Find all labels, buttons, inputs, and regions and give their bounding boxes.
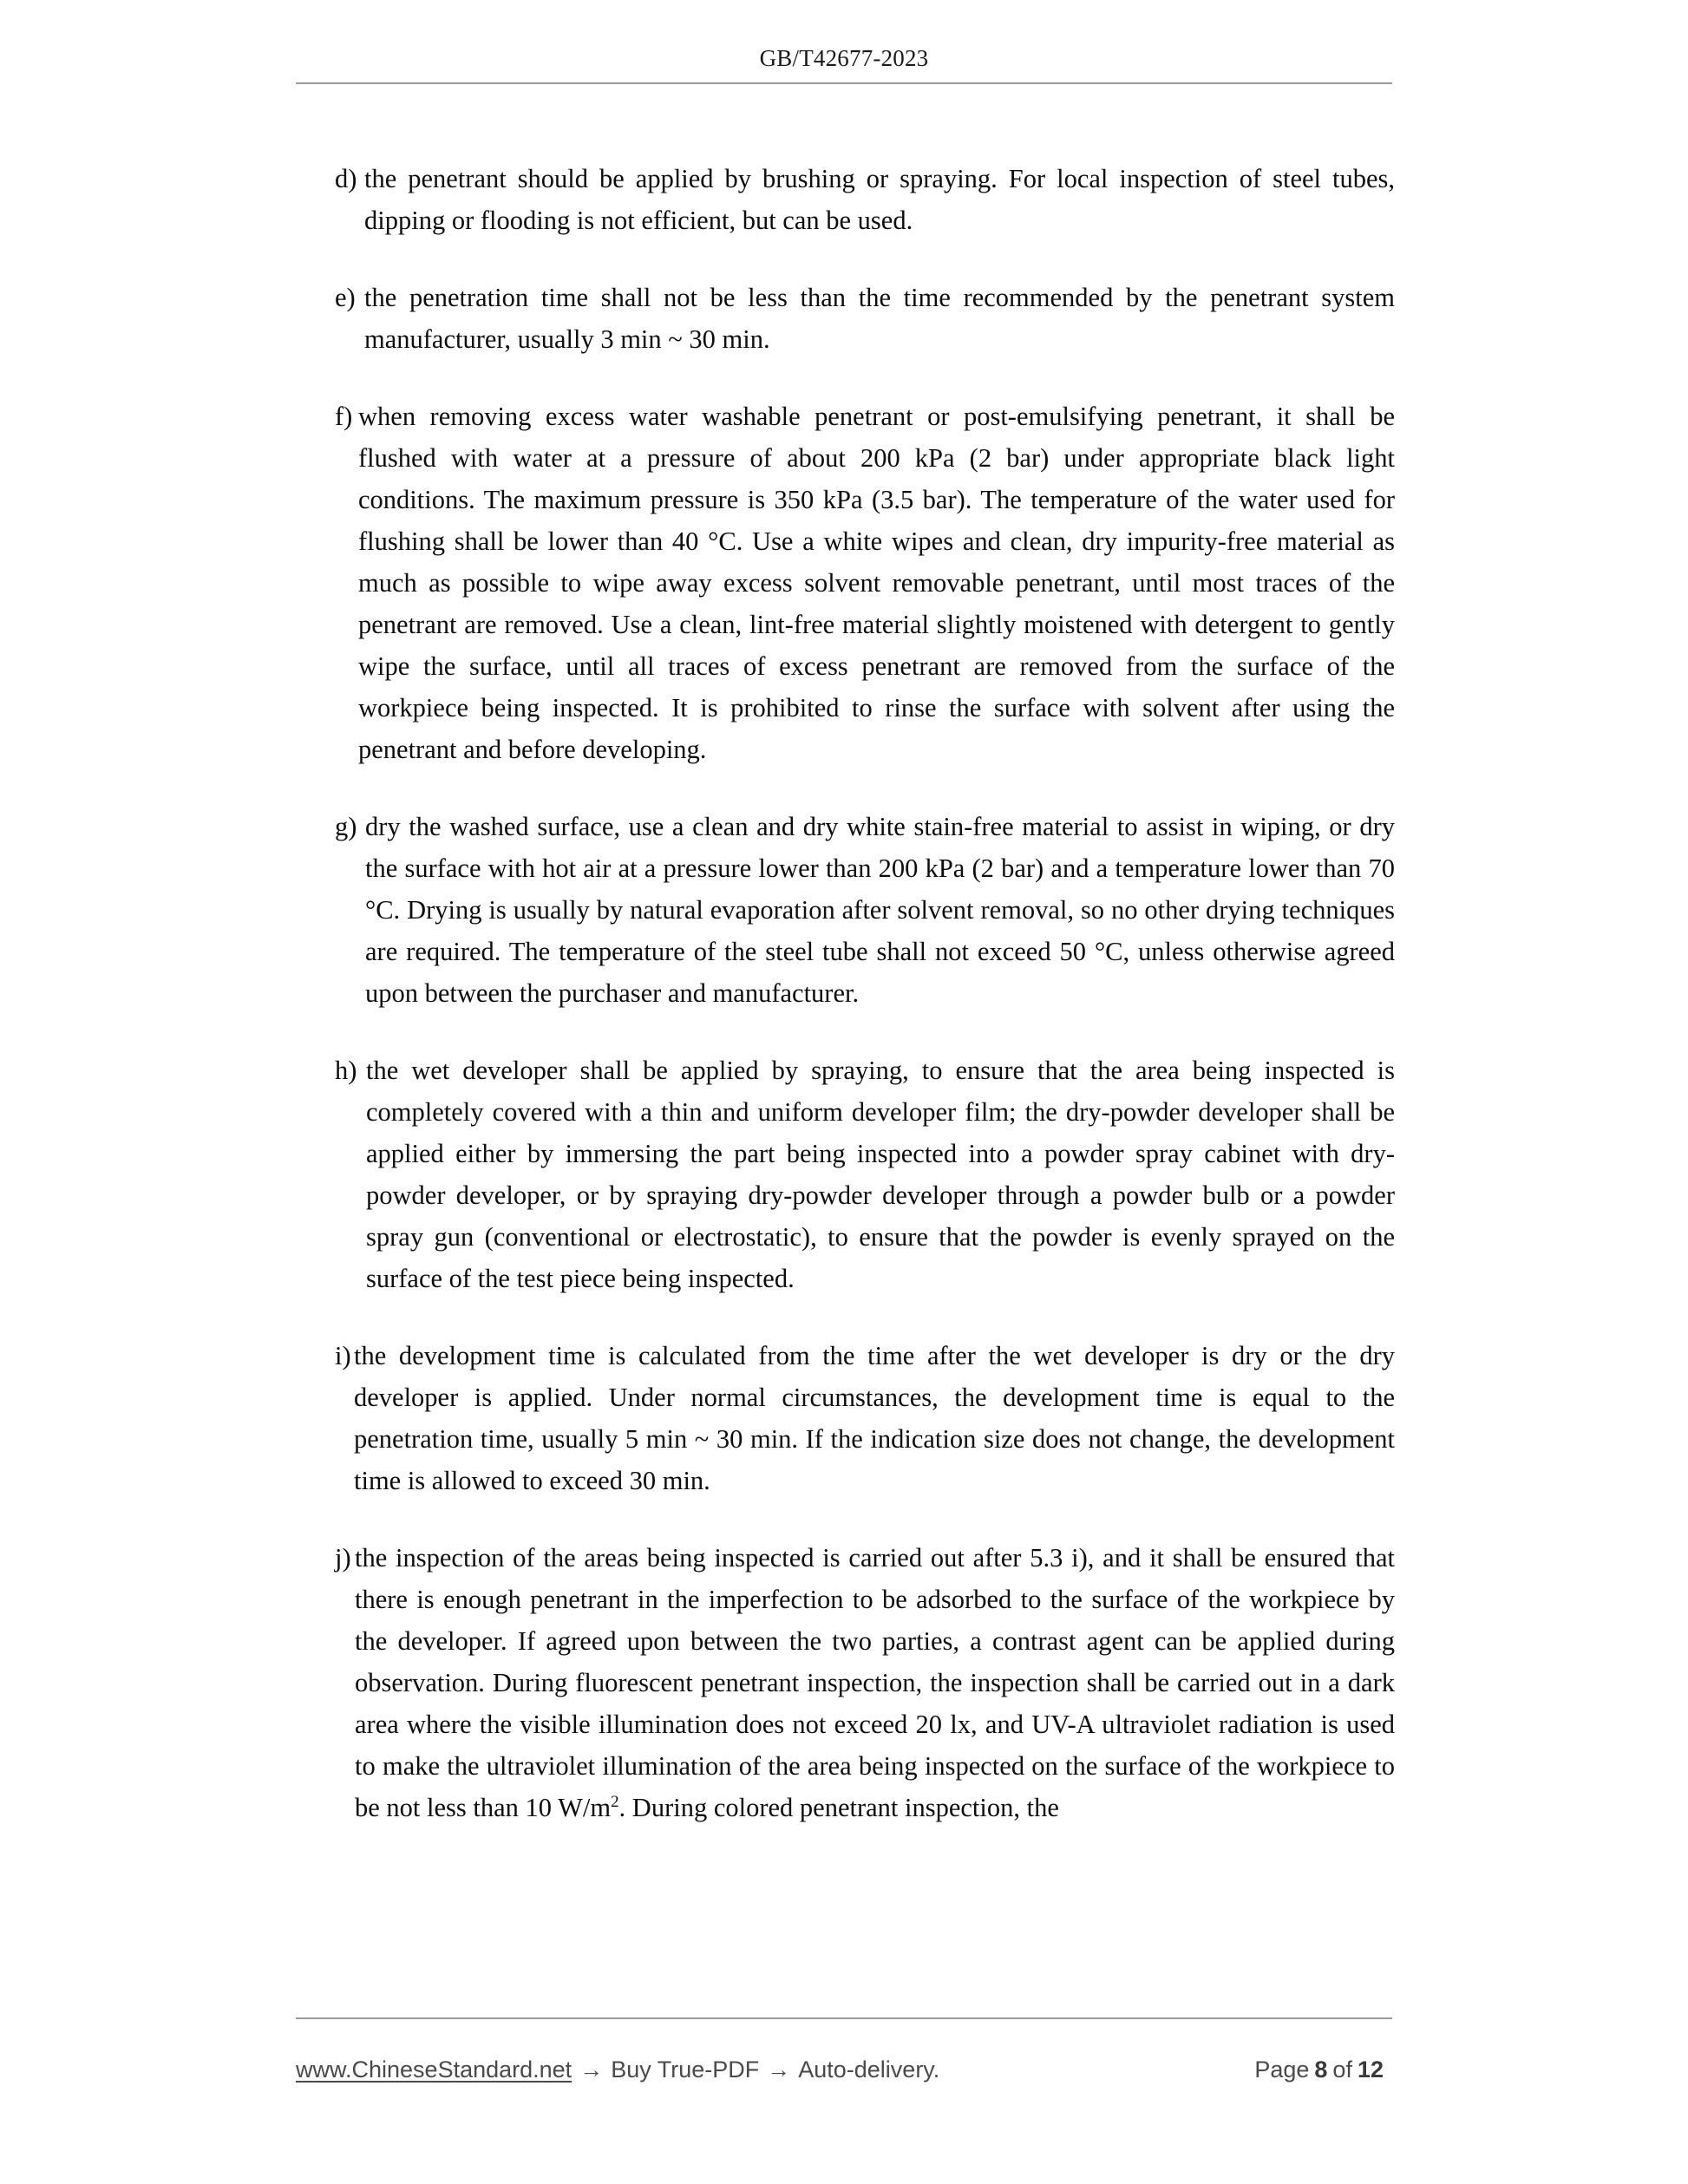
header-divider (296, 82, 1392, 84)
footer-offer-buy-pdf: Buy True-PDF (611, 2056, 760, 2083)
clause-marker: e) (335, 283, 356, 312)
clause-text-part-2: . During colored penetrant inspection, the (618, 1793, 1059, 1822)
page-footer (296, 2049, 1392, 2090)
clause-text: the wet developer shall be applied by spraying, to ensure that the area being inspected is completely covered with a thin and uniform developer film; the dry-powder developer shall be applied either by immersing the part being inspected into a powder spray cabinet with dry-powder developer, or by spraying dry-powder developer through a powder bulb or a powder spray gun (conventional or electrostatic), to ensure that the powder is evenly sprayed on the surface of the test piece being inspected. (366, 1056, 1395, 1293)
arrow-right-icon: → (579, 2056, 604, 2083)
clause-marker: g) (335, 812, 357, 841)
footer-offer-delivery: Auto-delivery. (798, 2056, 940, 2083)
clause-item-h (335, 1049, 1395, 1299)
arrow-right-icon: → (767, 2056, 791, 2083)
clause-text: dry the washed surface, use a clean and dry white stain-free material to assist in wiping, or dry the surface with hot air at a pressure lower than 200 kPa (2 bar) and a temperature lower than 70 °C. Drying is usually by natural evaporation after solvent removal, so no other drying techniques are required. The temperature of the steel tube shall not exceed 50 °C, unless otherwise agreed upon between the purchaser and manufacturer. (365, 812, 1395, 1008)
clause-item-g (335, 806, 1395, 1014)
clause-text-part-1: the inspection of the areas being inspected is carried out after 5.3 i), and it shall be ensured that there is enough penetrant in the imperfection to be adsorbed to the surface of the workpiece by the developer. If agreed upon between the two parties, a contrast agent can be applied during observation. During fluorescent penetrant inspection, the inspection shall be carried out in a dark area where the visible illumination does not exceed 20 lx, and UV-A ultraviolet radiation is used to make the ultraviolet illumination of the area being inspected on the surface of the workpiece to be not less than 10 W/m (355, 1543, 1395, 1822)
clause-text: the penetration time shall not be less than the time recommended by the penetrant system manufacturer, usually 3 min ~ 30 min. (364, 283, 1395, 354)
clause-item-e (335, 277, 1395, 360)
standard-number: GB/T42677-2023 (759, 45, 929, 71)
clause-marker: i) (335, 1341, 351, 1370)
footer-divider (296, 2017, 1392, 2019)
clause-marker: d) (335, 164, 357, 193)
clause-item-i (335, 1335, 1395, 1501)
clause-text (355, 1537, 1395, 1828)
website-link[interactable]: www.ChineseStandard.net (296, 2056, 572, 2083)
clause-marker: h) (335, 1056, 357, 1085)
clause-item-d (335, 158, 1395, 241)
clause-item-f (335, 396, 1395, 770)
page-label: Page (1254, 2056, 1310, 2083)
page-indicator (1254, 2056, 1392, 2083)
superscript-exponent: 2 (611, 1792, 619, 1811)
current-page-number: 8 (1314, 2056, 1328, 2083)
clause-marker: j) (335, 1543, 351, 1573)
clause-text: the penetrant should be applied by brushing or spraying. For local inspection of steel tubes, dipping or flooding is not efficient, but can be used. (364, 164, 1395, 235)
clause-text: the development time is calculated from the time after the wet developer is dry or the dry developer is applied. Under normal circumstances, the development time is equal to the penetration time, usually 5 min ~ 30 min. If the indication size does not change, the development time is allowed to exceed 30 min. (354, 1341, 1395, 1495)
footer-promo (296, 2056, 939, 2083)
clause-text: when removing excess water washable penetrant or post-emulsifying penetrant, it shall be flushed with water at a pressure of about 200 kPa (2 bar) under appropriate black light conditions. The maximum pressure is 350 kPa (3.5 bar). The temperature of the water used for flushing shall be lower than 40 °C. Use a white wipes and clean, dry impurity-free material as much as possible to wipe away excess solvent removable penetrant, until most traces of the penetrant are removed. Use a clean, lint-free material slightly moistened with detergent to gently wipe the surface, until all traces of excess penetrant are removed from the surface of the workpiece being inspected. It is prohibited to rinse the surface with solvent after using the penetrant and before developing. (358, 402, 1395, 764)
page-header (295, 45, 1393, 85)
total-page-count: 12 (1357, 2056, 1384, 2083)
of-label: of (1332, 2056, 1352, 2083)
clause-marker: f) (335, 402, 353, 431)
clause-item-j (335, 1537, 1395, 1828)
document-body (335, 158, 1395, 1864)
